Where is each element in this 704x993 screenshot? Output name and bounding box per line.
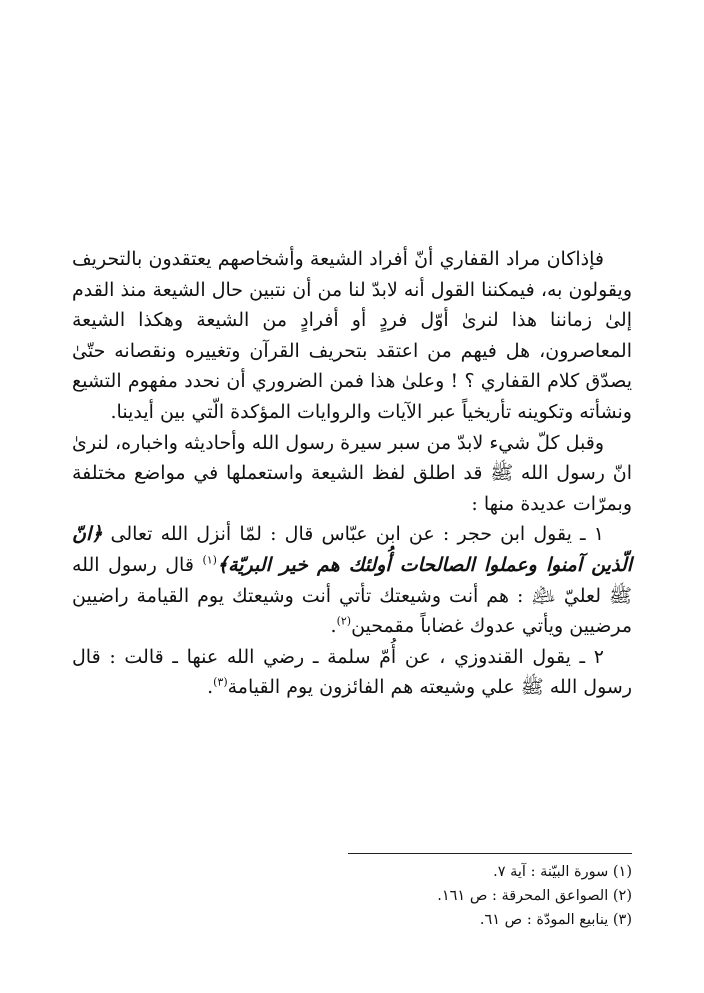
paragraph-4-end: . xyxy=(207,676,214,699)
paragraph-3-intro: ١ ـ يقول ابن حجر : عن ابن عبّاس قال : لمّا أنزل الله تعالى xyxy=(102,523,604,546)
quran-verse: ﴿انّ الّذين آمنوا وعملوا الصالحات أُولئك هم خير البريّة﴾ xyxy=(72,523,632,576)
paragraph-4-body: ٢ ـ يقول القندوزي ، عن أُمّ سلمة ـ رضي الله عنها ـ قالت : قال رسول الله ﷺ علي وشيعته هم الفائزون يوم القيامة xyxy=(72,645,632,699)
footnote-ref-3: (٣) xyxy=(213,675,228,689)
footnote-ref-1: (١) xyxy=(202,553,217,567)
main-text xyxy=(72,244,632,703)
paragraph-4 xyxy=(72,642,632,703)
paragraph-1: فإذاكان مراد القفاري أنّ أفراد الشيعة وأشخاصهم يعتقدون بالتحريف ويقولون به، فيمكننا القول أنه لابدّ لنا من أن نتبين حال الشيعة منذ القدم إلىٰ زماننا هذا لنرىٰ أوّل فردٍ أو أفرادٍ من الشيعة وهكذا الشيعة المعاصرون، هل فيهم من اعتقد بتحريف القرآن وتغييره ونقصانه حتّىٰ يصدّق كلام القفاري ؟ ! وعلىٰ هذا فمن الضروري أن نحدد مفهوم التشيع ونشأته وتكوينه تأريخياً عبر الآيات والروايات المؤكدة الّتي بين أيدينا. xyxy=(72,248,632,423)
footnote-3: (٣) ينابيع المودّة : ص ٦١. xyxy=(479,912,632,928)
paragraph-3 xyxy=(72,519,632,641)
footnotes xyxy=(72,860,632,932)
footnote-1: (١) سورة البيّنة : آية ٧. xyxy=(493,864,632,880)
footnote-ref-2: (٢) xyxy=(336,614,352,628)
paragraph-2: وقبل كلّ شيء لابدّ من سبر سيرة رسول الله وأحاديثه واخباره، لنرىٰ انّ رسول الله ﷺ قد اطلق لفظ الشيعة واستعملها في مواضع مختلفة وبمرّات عديدة منها : xyxy=(72,431,632,515)
footnote-2: (٢) الصواعق المحرقة : ص ١٦١. xyxy=(437,888,632,904)
footnote-divider xyxy=(348,853,632,854)
paragraph-3-body: قال رسول الله ﷺ لعليّ ﵇ : هم أنت وشيعتك تأتي أنت وشيعتك يوم القيامة راضيين مرضيين ويأتي عدوك غضاباً مقمحين xyxy=(72,553,632,638)
paragraph-3-end: . xyxy=(330,615,337,638)
